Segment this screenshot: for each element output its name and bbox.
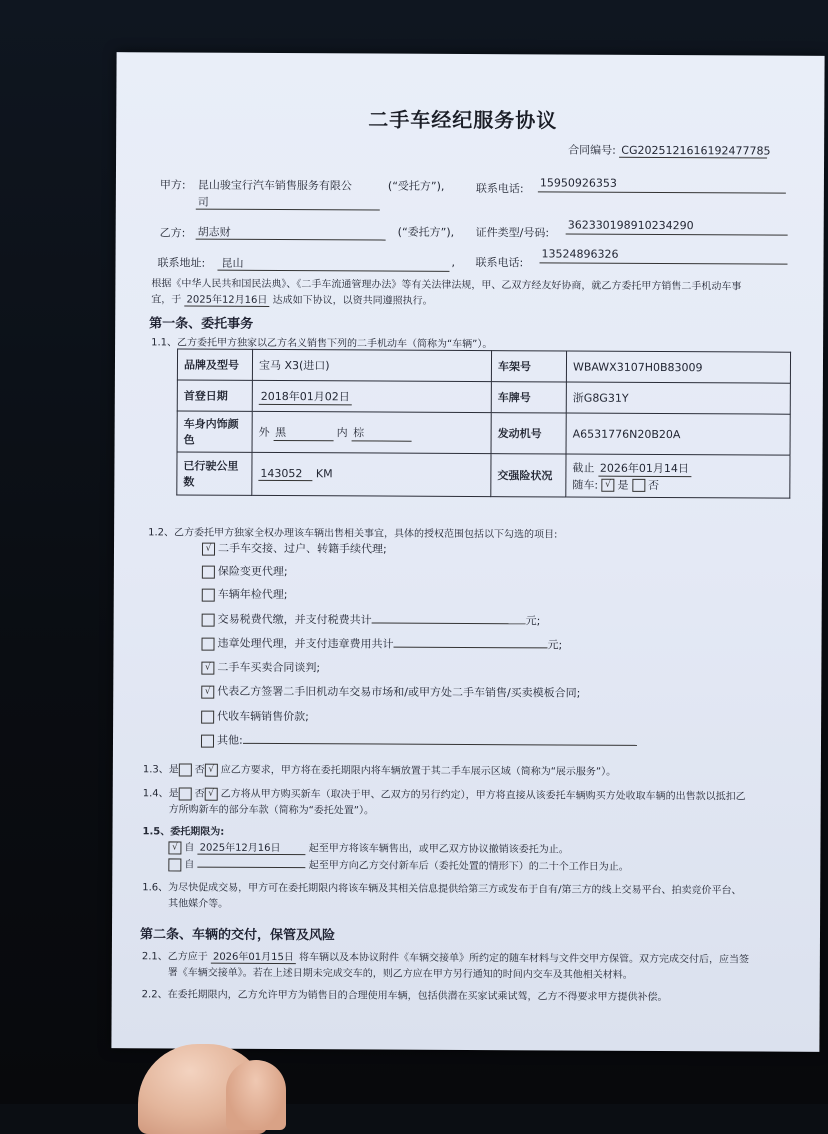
party-b-id-label: 证件类型/号码: — [475, 226, 550, 240]
clause-2-1-text: 将车辆以及本协议附件《车辆交接单》所约定的随车材料与文件交甲方保管。双方完成交付后，应当签 — [299, 952, 750, 966]
option-3-suffix: 元; — [525, 614, 541, 628]
term-option-1-date: 2025年12月16日 — [198, 839, 306, 856]
insurance-no-label: 否 — [648, 478, 660, 492]
clause-1-3-no-label: 否 — [194, 764, 205, 776]
party-a-role: (“受托方”), — [387, 179, 445, 193]
party-b-role: (“委托方”), — [397, 225, 455, 239]
option-4-suffix: 元; — [547, 638, 563, 652]
option-1 — [202, 563, 288, 579]
party-b-phone-label: 联系电话: — [475, 256, 524, 270]
option-6 — [201, 683, 580, 701]
clause-2-1-date: 2026年01月15日 — [211, 948, 296, 964]
address-comma: , — [451, 255, 456, 269]
engine-label: 发动机号 — [491, 413, 566, 454]
clause-1-3-yes-label: 1.3、是 — [142, 764, 179, 776]
party-a-phone-label: 联系电话: — [475, 182, 524, 196]
brand-value: 宝马 X3(进口) — [252, 349, 491, 381]
vin-label: 车架号 — [491, 351, 566, 382]
document-title: 二手车经纪服务协议 — [368, 107, 558, 133]
plate-value: 浙G8G31Y — [566, 382, 790, 414]
clause-1-6-line2: 其他媒介等。 — [168, 898, 229, 910]
clause-1-4-yes-checkbox[interactable] — [179, 787, 192, 800]
option-8-label: 其他: — [216, 733, 243, 747]
option-7-checkbox[interactable] — [201, 710, 214, 723]
clause-1-3-text: 应乙方要求，甲方将在委托期限内将车辆放置于其二手车展示区域（简称为“展示服务”）。 — [220, 764, 617, 778]
article1-heading: 第一条、委托事务 — [149, 316, 254, 332]
vin-value: WBAWX3107H0B83009 — [566, 351, 790, 383]
party-b-id-underline — [566, 234, 788, 236]
clause-1-6: 1.6、为尽快促成交易，甲方可在委托期限内将该车辆及其相关信息提供给第三方或发布于自有/第三方的线上交易平台、拍卖竞价平台、 — [142, 882, 742, 897]
option-0 — [202, 540, 387, 557]
int-prefix: 内 — [336, 425, 348, 439]
clause-1-4-text: 乙方将从甲方购买新车（取决于甲、乙双方的另行约定），甲方将直接从该委托车辆购买方处收取车辆的出售款以抵扣乙 — [220, 788, 746, 803]
mileage-unit: KM — [315, 467, 333, 481]
insurance-no-checkbox[interactable] — [632, 479, 645, 492]
insurance-yes-label: 是 — [617, 478, 629, 492]
contract-number-label: 合同编号: — [568, 143, 616, 157]
address-label: 联系地址: — [157, 256, 206, 270]
clause-1-3-no-checkbox[interactable]: √ — [205, 763, 218, 776]
party-b-phone: 13524896326 — [541, 247, 619, 261]
option-6-checkbox[interactable]: √ — [201, 685, 214, 698]
preamble-prefix: 宜，于 — [151, 294, 182, 306]
party-a-name: 昆山骏宝行汽车销售服务有限公 — [197, 178, 352, 193]
color-cell — [252, 411, 491, 453]
party-a-name-line2: 司 — [197, 195, 209, 209]
first-reg-cell — [252, 380, 491, 412]
option-2-checkbox[interactable] — [202, 588, 215, 601]
option-4-amount-field[interactable] — [393, 647, 547, 649]
clause-1-1: 1.1、乙方委托甲方独家以乙方名义销售下列的二手机动车（简称为“车辆”）。 — [151, 337, 493, 351]
color-label: 车身内饰颜色 — [177, 411, 252, 452]
mileage-cell — [252, 452, 491, 496]
term-option-1-checkbox[interactable]: √ — [168, 841, 181, 854]
term-option-2-prefix: 自 — [184, 859, 195, 871]
option-8 — [201, 732, 637, 750]
clause-1-4-no-checkbox[interactable]: √ — [205, 787, 218, 800]
table-row — [177, 411, 790, 455]
mileage-value: 143052 — [258, 467, 312, 481]
clause-1-3 — [143, 760, 616, 778]
mileage-label: 已行驶公里数 — [177, 452, 252, 495]
clause-2-1-line2: 署《车辆交接单》。若在上述日期未完成交车的，则乙方应在甲方另行通知的时间内交车及其他相关材料。 — [167, 967, 633, 981]
table-row — [177, 349, 790, 383]
clause-1-4-no-label: 否 — [194, 788, 205, 800]
insurance-until-label: 截止 — [572, 461, 595, 475]
option-2 — [202, 586, 288, 602]
option-4-label: 违章处理代理，并支付违章费用共计 — [217, 636, 394, 651]
option-4-checkbox[interactable] — [201, 637, 214, 650]
ext-color: 黑 — [273, 423, 333, 440]
preamble-date: 2025年12月16日 — [184, 291, 269, 307]
term-option-2-date-field[interactable] — [198, 867, 306, 869]
preamble-line2 — [151, 290, 432, 307]
insurance-with-car-row — [572, 476, 783, 493]
vehicle-table — [176, 348, 791, 498]
option-6-label: 代表乙方签署二手旧机动车交易市场和/或甲方处二手车销售/买卖模板合同; — [217, 684, 581, 700]
option-8-checkbox[interactable] — [201, 734, 214, 747]
party-a-label: 甲方: — [159, 178, 186, 192]
insurance-until-date: 2026年01月14日 — [598, 459, 691, 476]
party-b-id: 362330198910234290 — [567, 218, 694, 233]
first-reg-label: 首登日期 — [177, 380, 252, 411]
finger — [226, 1060, 286, 1130]
insurance-cell — [566, 454, 790, 498]
option-5 — [201, 659, 320, 676]
address-value: 昆山 — [221, 256, 244, 270]
contract-number — [568, 142, 771, 159]
option-8-other-field[interactable] — [243, 743, 637, 746]
first-reg-value: 2018年01月02日 — [259, 387, 352, 404]
preamble-suffix: 达成如下协议，以资共同遵照执行。 — [272, 294, 433, 307]
ext-prefix: 外 — [258, 425, 270, 439]
brand-label: 品牌及型号 — [177, 349, 252, 380]
contract-number-value: CG2025121616192477785 — [619, 144, 767, 159]
party-a-phone-underline — [538, 191, 786, 193]
party-a-underline — [196, 209, 380, 211]
clause-1-3-yes-checkbox[interactable] — [179, 763, 192, 776]
option-0-label: 二手车交接、过户、转籍手续代理; — [217, 541, 387, 556]
option-7-label: 代收车辆销售价款; — [217, 709, 309, 724]
option-7 — [201, 708, 309, 725]
term-option-2-text: 起至甲方向乙方交付新车后（委托处置的情形下）的二十个工作日为止。 — [308, 860, 629, 873]
clause-1-5-line2 — [168, 855, 628, 873]
option-1-checkbox[interactable] — [202, 565, 215, 578]
option-3-label: 交易税费代缴，并支付税费共计 — [217, 612, 372, 627]
preamble-line1: 根据《中华人民共和国民法典》、《二手车流通管理办法》等有关法律法规，甲、乙双方经友好协商，就乙方委托甲方销售二手机动车事 — [151, 278, 742, 293]
term-option-1-text: 起至甲方将该车辆售出，或甲乙双方协议撤销该委托为止。 — [308, 843, 569, 856]
option-2-label: 车辆年检代理; — [217, 587, 288, 602]
table-row — [177, 452, 790, 498]
party-a-phone: 15950926353 — [539, 176, 617, 190]
insurance-until-row — [572, 459, 783, 477]
option-3-checkbox[interactable] — [202, 613, 215, 626]
term-option-2-checkbox[interactable] — [168, 858, 181, 871]
table-row — [177, 380, 790, 414]
address-underline — [217, 270, 449, 272]
engine-value: A6531776N20B20A — [566, 413, 790, 455]
clause-1-5-line1 — [168, 838, 568, 856]
clause-1-4-line2: 方所购新车的部分车款（简称为“委托处置”）。 — [168, 804, 375, 817]
insurance-with-label: 随车: — [572, 478, 599, 492]
option-3 — [202, 611, 541, 629]
clause-1-5-heading: 1.5、委托期限为: — [142, 826, 225, 838]
term-option-1-prefix: 自 — [184, 842, 195, 854]
option-1-label: 保险变更代理; — [217, 564, 288, 579]
clause-2-1-prefix: 2.1、乙方应于 — [141, 951, 208, 963]
clause-1-4-yes-label: 1.4、是 — [142, 788, 179, 800]
clause-1-2: 1.2、乙方委托甲方独家全权办理该车辆出售相关事宜，具体的授权范围包括以下勾选的项目: — [148, 527, 558, 541]
clause-2-2: 2.2、在委托期限内，乙方允许甲方为销售目的合理使用车辆，包括供潜在买家试乘试驾，乙方不得要求甲方提供补偿。 — [141, 989, 668, 1004]
option-5-checkbox[interactable]: √ — [201, 661, 214, 674]
option-5-label: 二手车买卖合同谈判; — [217, 660, 321, 675]
plate-label: 车牌号 — [491, 382, 566, 413]
party-b-phone-underline — [540, 262, 788, 264]
article2-heading: 第二条、车辆的交付，保管及风险 — [139, 927, 336, 944]
int-color: 棕 — [351, 424, 411, 441]
party-b-name: 胡志财 — [197, 225, 231, 239]
option-4 — [201, 635, 562, 653]
option-0-checkbox[interactable]: √ — [202, 542, 215, 555]
insurance-label: 交强险状况 — [491, 454, 566, 497]
party-b-underline — [196, 239, 386, 241]
option-3-amount-field[interactable] — [372, 622, 526, 624]
contract-document — [111, 52, 824, 1052]
insurance-yes-checkbox[interactable]: √ — [602, 479, 615, 492]
party-b-label: 乙方: — [159, 226, 186, 240]
